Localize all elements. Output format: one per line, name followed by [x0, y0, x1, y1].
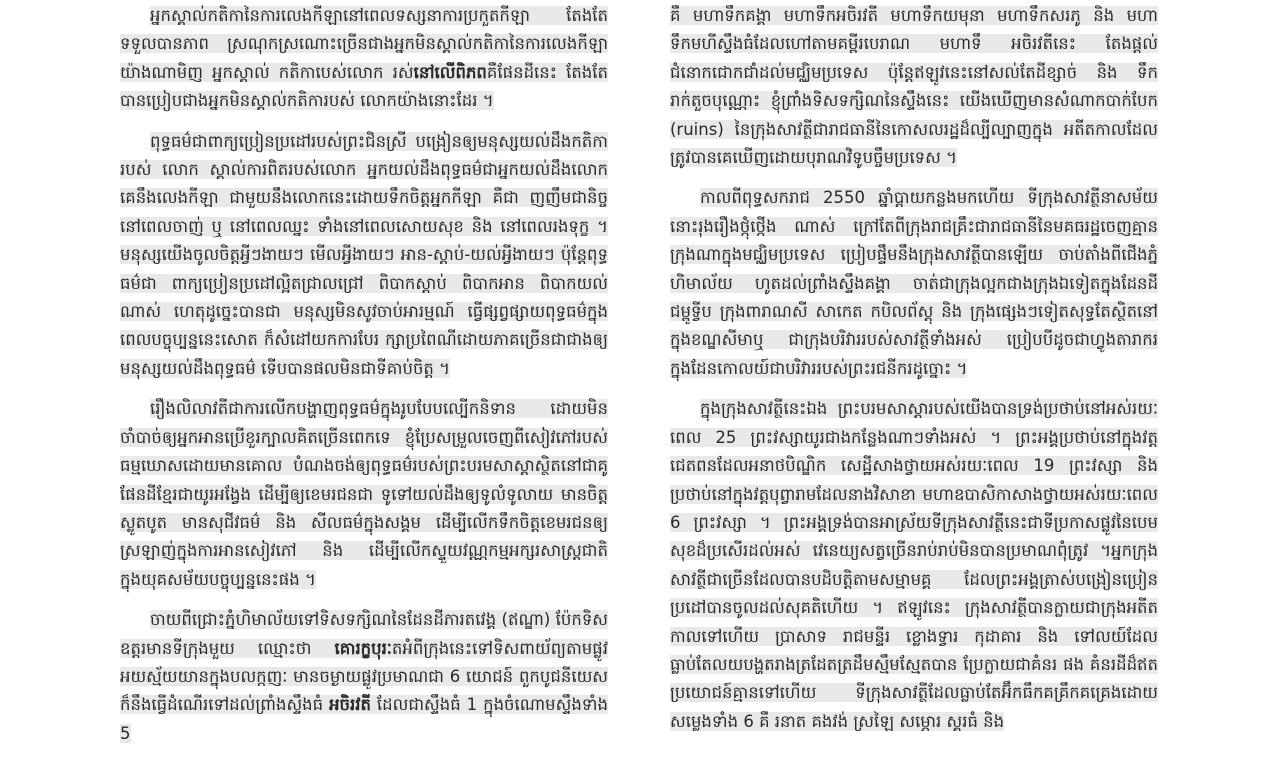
- left-p4-bold-river: អចិរវតី: [329, 695, 371, 715]
- right-column: [670, 2, 1158, 748]
- left-p4-text-c: តអំពីក្រុងនេះទៅទិសពាយ័ព្យតាមផ្លូវអយស្ម័យយានក្នុងបលក្កញៈ មានចម្ងាយផ្លូវប្រមាណជា 6 យោជន៍ ពួកបូជនីយេសក៏នឹងធ្វើដំណើរទៅដល់ព្រាំងស្ទឹងធំ: [120, 638, 608, 715]
- left-paragraph-1: [120, 2, 608, 116]
- left-p1-bold: នៅលើពិភព: [413, 62, 487, 82]
- right-p2-text: កាលពីពុទ្ធសករាជ 2550 ឆ្នាំប្តាយកន្លងមកហើយ ទីក្រុងសាវត្ថីនាសម័យនោះរុងរឿងថ្កុំថ្កើង ណាស់ ក្រៅតែពីក្រុងរាជគ្រឹះជារាជធានីនៃមគធរដ្ឋចេញគ្មានក្រុងណាក្នុងមជ្ឈិមប្រទេស ប្រៀបផ្ទឹមនឹងក្រុងសាវត្ថីបានឡើយ ចាប់តាំងពីជើងភ្នំហិមាល័យ ហូតដល់ព្រាំងស្ទឹងគង្គា ចាត់ជាក្រុងល្អកជាងក្រុងឯទៀតក្នុងដែនដីជម្ពូទ្វីប ក្រុងពារាណសី សាកេត កបិលព័ស្តុ និង ក្រុងផ្សេងៗទៀតសុទ្ធតែស្ថិតនៅក្នុងខណ្ឌសីមាឬ ជាក្រុងបរិវាររបស់សាវត្ថីទាំងអស់ ប្រៀបបីដូចជាហ្វូងតារាករក្នុងដែនកោលយ៍ជាបរិវាររបស់ព្រះរជនីករដូច្នោះ ។: [670, 188, 1158, 378]
- left-p2-text: ពុទ្ធធម៌ជាពាក្យប្រៀនប្រដៅរបស់ព្រះជិនស្រី បង្រៀនឲ្យមនុស្សយល់ដឹងកតិការបស់ លោក ស្គាល់ការពិតរបស់លោក អ្នកយល់ដឹងពុទ្ធធម៌ជាអ្នកយល់ដឹងលោក គេនឹងលេងកីឡា ជាមួយនឹងលោកនេះដោយទឹកចិត្តអ្នកកីឡា គឺជា ញញឹមជានិច្ចនៅពេលចាញ់ ឬ នៅពេលឈ្នះ ទាំងនៅពេលសោយសុខ និង នៅពេលរងទុក្ខ ។ មនុស្សយើងចូលចិត្តអ្វីៗងាយៗ មើលអ្វីងាយៗ អាន-ស្តាប់-យល់អ្វីងាយៗ ប៉ុន្តែពុទ្ធធម៌ជា ពាក្យប្រៀនប្រដៅល្អិតជ្រាលជ្រៅ ពិបាកស្តាប់ ពិបាកអាន ពិបាកយល់ណាស់ ហេតុដូច្នេះបានជា មនុស្សមិនសូវចាប់អារម្មណ៍ ធ្វើផ្សព្វផ្សាយពុទ្ធធម៌ក្នុងពេលបច្ចុប្បន្ននេះសោត ក៏សំដៅយកការបែរ ក្សាប្រពៃណីដោយភាគច្រើនជាជាងឲ្យមនុស្សយល់ដឹងពុទ្ធធម៌ ទើបបានផលមិនជាទីគាប់ចិត្ត ។: [120, 131, 608, 378]
- right-paragraph-1: [670, 2, 1158, 172]
- left-column: [120, 2, 608, 760]
- left-paragraph-4: [120, 606, 608, 748]
- right-paragraph-2: [670, 184, 1158, 383]
- left-p1-text-c: គឺផែនដីនេះ តែងតែបានប្រៀបជាងអ្នកមិនស្គាល់កតិការបស់ លោកយ៉ាងនោះដែរ ។: [120, 62, 608, 111]
- right-p1-text: គឺ មហាទឹកគង្គា មហាទឹកអចិរវតី មហាទឹកយមុនា មហាទឹកសរភូ និង មហាទឹកមហីស្ទឹងធំដែលហៅតាមគម្ពីរបេរាណ មហាទឹ អចិរវតីនេះ តែងផ្តល់ជំនោកជោកជាំដល់មជ្ឈិមប្រទេស ប៉ុន្តែឥឡូវនេះនៅសល់តែដីខ្សាច់ និង ទឹករាក់តួចបុណ្ណោះ ខ្ញុំព្រាំងទិសទក្សិណនៃស្ទឹងនេះ យើងឃើញមានសំណាកបាក់បែក (ruins) នៃក្រុងសាវត្ថីជារាជធានីនៃកោសលរដ្ឋដ៏ល្បីល្បាញក្នុង អតីតកាលដែលត្រូវបានគេឃើញដោយបុរាណវិទូបច្ចឹមប្រទេស ។: [670, 6, 1158, 168]
- left-paragraph-2: [120, 128, 608, 384]
- left-paragraph-3: [120, 395, 608, 594]
- left-p4-text-a: ចាយពីជ្រោះភ្នំហិមាល័យទៅទិសទក្សិណនៃដែនដីភារតវេង្គ (ឥណ្ឌា) ប៉ែកទិសឧត្តរមានទីក្រុងមួយ ឈ្មោះថា: [120, 610, 608, 658]
- left-p3-text: រឿងលិលាវតីជាការលើកបង្ហាញពុទ្ធធម៌ក្នុងរូបបែបល្បើកនិទាន ដោយមិនចាំបាច់ឲ្យអ្នកអានប្រើខួរក្បាលគិតច្រើនពេកទេ ខ្ញុំប្រែសម្រួលចេញពីសៀវភៅរបស់ធម្មឃោសដោយមានគោល បំណងចង់ឲ្យពុទ្ធធម៌របស់ព្រះបរមសាស្ដាស្ថិតនៅជាគូផែនដីខ្មែរជាយូរអង្វែង ដើម្បីឲ្យខេមរជនជា ទូទៅយល់ដឹងឲ្យទូលំទូលាយ មានចិត្តស្លូតបូត មានសុជីវធម៌ និង សីលធម៌ក្នុងសង្គម ដើម្បីលើកទឹកចិត្តខេមរជនឲ្យស្រឡាញ់ក្នុងការអានសៀវភៅ និង ដើម្បីលើកស្ទួយវណ្ណកម្មអក្សរសាស្ត្រជាតិ ក្នុងយុគសម័យបច្ចុប្បន្ននេះផង ។: [120, 399, 608, 589]
- right-paragraph-3: [670, 395, 1158, 736]
- left-p1-text-a: អ្នកស្គាល់កតិកានៃការលេងកីឡានៅពេលទស្សនាការប្រកួតកីឡា តែងតែទទួលបានភាព ស្រណុកស្រណោះច្រើនជាងអ្នកមិនស្គាល់កតិកានៃការលេងកីឡាយ៉ាងណាមិញ អ្នកស្គាល់ កតិកាបេស់លោក រស់: [120, 6, 608, 82]
- right-p3-text: ក្នុងក្រុងសាវត្ថីនេះឯង ព្រះបរមសាស្ដារបស់យើងបានទ្រង់ប្រថាប់នៅអស់រយៈពេល 25 ព្រះវស្សាយូរជាងកន្លែងណាៗទាំងអស់ ។ ព្រះអង្គប្រថាប់នៅក្នុងវត្តជេតពនដែលអនាថបិណ្ឌិក សេដ្ឋីសាងថ្វាយអស់រយៈពេល 19 ព្រះវស្សា និង ប្រថាប់នៅក្នុងវត្តបុព្វារាមដែលនាងវិសាខា មហាឧបាសិកាសាងថ្វាយអស់រយៈពេល 6 ព្រះវស្សា ។ ព្រះអង្គទ្រង់បានអាស្រ័យទីក្រុងសាវត្ថីនេះជាទីប្រកាសផ្លូវនៃបេមសុខដ៏ប្រសើរដល់អស់ វេនេយ្យសត្វច្រើនរាប់រាប់មិនបានប្រមាណពុំត្រូវ ។អ្នកក្រុងសាវត្ថីជាច្រើនដែលបានបដិបត្តិតាមសម្មាមគ្គ ដែលព្រះអង្គត្រាស់បង្រៀនប្រៀនប្រដៅបានចូលដល់សុគតិហើយ ។ ឥឡូវនេះ ក្រុងសាវត្ថីបានក្លាយជាក្រុងអតីតកាលទៅហើយ ប្រាសាទ រាជមន្ទីរ ខ្លោងទ្វារ កុដាគារ និង ទៅលយ៍ដែលធ្លាប់តែលយបង្ហតរាងត្រដែតត្រដឹមស្មឹមស្មែតបាន ប្រែក្លាយជាគំនរ ផង គំនរដីដ៏ឥតប្រយោជន៍គ្មានទៅហើយ ទីក្រុងសាវត្ថីដែលធ្លាប់តែអ៊ឹកធឹកគគ្រឹកគគ្រេងដោយ សម្លេងទាំង 6 គឺ រនាត គងវង់ ស្រឡៃ សម្ភោរ ស្គរធំ និង: [670, 399, 1158, 731]
- left-p4-text-e: ដែលជាស្ទឹងធំ 1 ក្នុងចំណោមស្ទឹងទាំង 5: [120, 695, 608, 743]
- left-p4-bold-city: គោរក្ខបុរៈ: [334, 638, 392, 658]
